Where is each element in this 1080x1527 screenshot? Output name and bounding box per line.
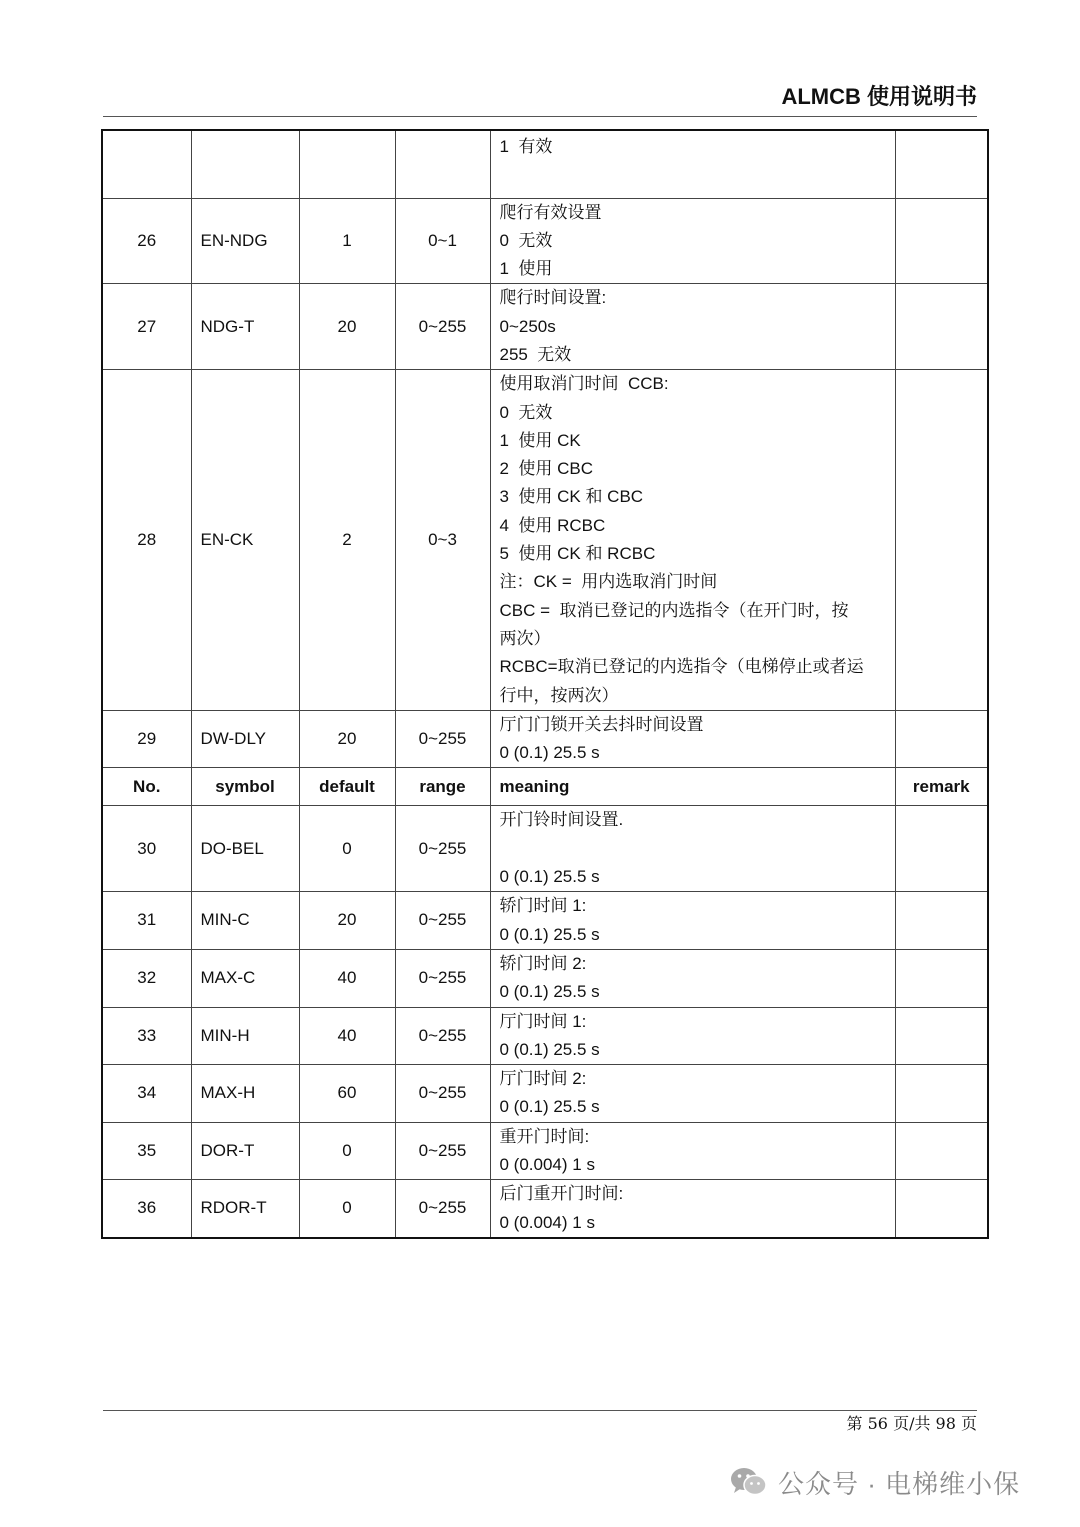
cell-meaning — [490, 198, 895, 284]
table-row — [102, 892, 988, 950]
table-row — [102, 806, 988, 892]
cell-symbol: DW-DLY — [191, 710, 299, 768]
table-row — [102, 1065, 988, 1123]
cell-remark — [895, 806, 988, 892]
cell-meaning — [490, 710, 895, 768]
table-header-row — [102, 768, 988, 806]
cell-remark — [895, 710, 988, 768]
parameter-table — [101, 129, 989, 1239]
footer-divider — [103, 1410, 977, 1411]
cell-default — [299, 130, 395, 198]
wechat-icon — [728, 1465, 770, 1499]
cell-no: 27 — [102, 284, 191, 370]
cell-symbol: NDG-T — [191, 284, 299, 370]
cell-default: 40 — [299, 949, 395, 1007]
cell-meaning — [490, 892, 895, 950]
meaning-line: 轿门时间 2: — [499, 953, 587, 973]
cell-default: 0 — [299, 1180, 395, 1238]
cell-symbol: DO-BEL — [191, 806, 299, 892]
cell-remark — [895, 1180, 988, 1238]
table-row — [102, 284, 988, 370]
document-title: ALMCB 使用说明书 — [781, 84, 977, 109]
meaning-line: CBC = 取消已登记的内选指令（在开门时，按 — [499, 600, 849, 620]
cell-remark — [895, 284, 988, 370]
watermark — [728, 1462, 1020, 1502]
meaning-line: 厅门时间 2: — [499, 1069, 587, 1089]
meaning-line: 0 (0.1) 25.5 s — [499, 1097, 600, 1117]
meaning-line: 后门重开门时间: — [499, 1184, 624, 1204]
meaning-line: 0 (0.004) 1 s — [499, 1155, 595, 1174]
cell-default: 20 — [299, 892, 395, 950]
meaning-line: 爬行时间设置: — [499, 288, 607, 308]
meaning-line: 0 (0.1) 25.5 s — [499, 743, 600, 763]
cell-default: 40 — [299, 1007, 395, 1065]
table-row — [102, 710, 988, 768]
cell-no: 32 — [102, 949, 191, 1007]
table-row — [102, 949, 988, 1007]
cell-remark — [895, 1065, 988, 1123]
table-row — [102, 130, 988, 198]
cell-meaning — [490, 1007, 895, 1065]
meaning-line: 0 (0.1) 25.5 s — [499, 982, 600, 1002]
cell-no: 31 — [102, 892, 191, 950]
cell-no: 33 — [102, 1007, 191, 1065]
meaning-line: 1 有效 — [499, 137, 553, 156]
cell-range: 0~255 — [395, 892, 490, 950]
cell-range: 0~255 — [395, 1065, 490, 1123]
meaning-line: 255 无效 — [499, 344, 572, 364]
cell-default: 0 — [299, 1122, 395, 1180]
cell-symbol: MAX-C — [191, 949, 299, 1007]
cell-range — [395, 130, 490, 198]
table-row — [102, 370, 988, 711]
cell-no: 35 — [102, 1122, 191, 1180]
cell-symbol: EN-CK — [191, 370, 299, 711]
meaning-line: 0 (0.1) 25.5 s — [499, 1039, 600, 1059]
cell-meaning — [490, 370, 895, 711]
meaning-line: 0 (0.1) 25.5 s — [499, 867, 600, 887]
column-header-no: No. — [102, 768, 191, 806]
cell-no: 29 — [102, 710, 191, 768]
cell-no — [102, 130, 191, 198]
watermark-text: 公众号 · 电梯维小保 — [778, 1468, 1021, 1499]
meaning-line: 0 (0.004) 1 s — [499, 1212, 595, 1232]
meaning-line: 0~250s — [499, 316, 556, 336]
cell-default: 1 — [299, 198, 395, 284]
cell-range: 0~1 — [395, 198, 490, 284]
meaning-line — [500, 835, 889, 863]
table-row — [102, 1180, 988, 1238]
meaning-line: 3 使用 CK 和 CBC — [499, 487, 644, 507]
cell-default: 60 — [299, 1065, 395, 1123]
cell-remark — [895, 1122, 988, 1180]
meaning-line: 4 使用 RCBC — [499, 515, 606, 535]
cell-meaning — [490, 949, 895, 1007]
cell-range: 0~255 — [395, 806, 490, 892]
table-row — [102, 1007, 988, 1065]
column-header-default: default — [299, 768, 395, 806]
cell-remark — [895, 198, 988, 284]
cell-default: 20 — [299, 284, 395, 370]
cell-no: 26 — [102, 198, 191, 284]
cell-meaning — [490, 1065, 895, 1123]
cell-meaning — [490, 1180, 895, 1238]
cell-range: 0~255 — [395, 1007, 490, 1065]
meaning-line: 两次） — [499, 628, 551, 648]
meaning-line: 2 使用 CBC — [499, 459, 594, 479]
cell-meaning — [490, 130, 895, 198]
cell-remark — [895, 1007, 988, 1065]
cell-range: 0~255 — [395, 1122, 490, 1180]
cell-range: 0~3 — [395, 370, 490, 711]
cell-meaning — [490, 1122, 895, 1180]
cell-remark — [895, 370, 988, 711]
page-number: 第 56 页/共 98 页 — [846, 1414, 977, 1433]
meaning-line: 厅门时间 1: — [499, 1011, 587, 1031]
cell-default: 20 — [299, 710, 395, 768]
cell-remark — [895, 892, 988, 950]
cell-no: 28 — [102, 370, 191, 711]
meaning-line: 使用取消门时间 CCB: — [499, 374, 669, 394]
meaning-line: 5 使用 CK 和 RCBC — [499, 544, 656, 564]
cell-remark — [895, 130, 988, 198]
cell-no: 34 — [102, 1065, 191, 1123]
meaning-line: 1 使用 — [499, 259, 553, 279]
meaning-line: 注：CK = 用内选取消门时间 — [499, 572, 718, 592]
meaning-line: 1 使用 CK — [499, 430, 581, 450]
column-header-remark: remark — [895, 768, 988, 806]
cell-symbol: MIN-C — [191, 892, 299, 950]
cell-range: 0~255 — [395, 1180, 490, 1238]
meaning-line: 0 (0.1) 25.5 s — [499, 924, 600, 944]
meaning-line: 行中，按两次） — [499, 685, 619, 705]
table-row — [102, 198, 988, 284]
cell-symbol: MAX-H — [191, 1065, 299, 1123]
meaning-line: RCBC=取消已登记的内选指令（电梯停止或者运 — [499, 657, 864, 677]
cell-symbol: DOR-T — [191, 1122, 299, 1180]
meaning-line: 重开门时间: — [499, 1126, 590, 1146]
cell-symbol — [191, 130, 299, 198]
column-header-symbol: symbol — [191, 768, 299, 806]
column-header-meaning: meaning — [490, 768, 895, 806]
column-header-range: range — [395, 768, 490, 806]
cell-symbol: EN-NDG — [191, 198, 299, 284]
cell-no: 30 — [102, 806, 191, 892]
cell-default: 2 — [299, 370, 395, 711]
cell-range: 0~255 — [395, 284, 490, 370]
meaning-line: 爬行有效设置 — [499, 202, 602, 222]
meaning-line: 厅门门锁开关去抖时间设置 — [499, 714, 704, 734]
cell-remark — [895, 949, 988, 1007]
cell-meaning — [490, 806, 895, 892]
meaning-line: 0 无效 — [499, 230, 553, 250]
table-row — [102, 1122, 988, 1180]
meaning-line: 0 无效 — [499, 402, 553, 422]
cell-symbol: RDOR-T — [191, 1180, 299, 1238]
cell-range: 0~255 — [395, 710, 490, 768]
meaning-line: 轿门时间 1: — [499, 896, 587, 916]
cell-default: 0 — [299, 806, 395, 892]
cell-no: 36 — [102, 1180, 191, 1238]
cell-symbol: MIN-H — [191, 1007, 299, 1065]
cell-meaning — [490, 284, 895, 370]
cell-range: 0~255 — [395, 949, 490, 1007]
header-divider — [103, 116, 977, 117]
meaning-line: 开门铃时间设置. — [499, 810, 624, 830]
